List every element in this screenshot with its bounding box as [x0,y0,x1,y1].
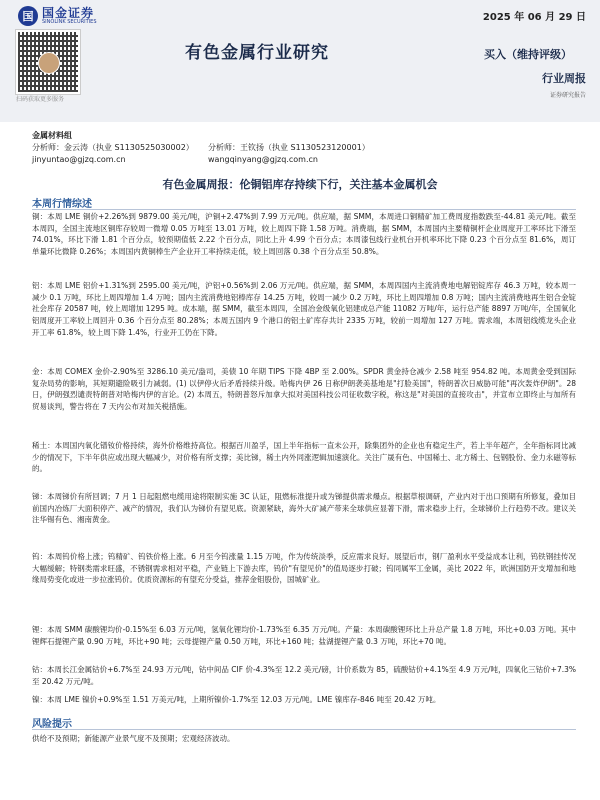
report-date: 2025 年 06 月 29 日 [482,12,586,23]
paragraph-risk: 供给不及预期；新能源产业景气度不及预期；宏观经济波动。 [32,734,235,743]
rating-badge: 买入（维持评级） [484,48,572,61]
section-title-weekly: 本周行情综述 [32,199,92,210]
analyst-2: 分析师：王钦扬（执业 S1130523120001） [208,143,370,152]
logo-mark-icon: 国 [18,6,38,26]
industry-group: 金属材料组 [32,131,72,140]
section-title-risk: 风险提示 [32,719,72,730]
logo-name: 国金证券 [42,6,95,20]
report-header [0,0,600,122]
analyst-2-email[interactable]: wangqinyang@gjzq.com.cn [208,155,318,164]
section-divider [32,729,576,730]
report-type: 行业周报 [542,72,586,85]
avatar [38,52,60,74]
report-subtype: 证券研究报告 [549,92,586,99]
page-title: 有色金属行业研究 [185,43,329,63]
paragraph-cobalt: 钴：本周长江金属钴价+6.7%至 24.93 万元/吨，钴中间品 CIF 价-4.3%至 12.2 美元/磅，计价系数为 85，硫酸钴价+4.1%至 4.9 万元/吨，四氧化三钴价+7.3%至 20.42 万元/吨。 [32,665,576,686]
logo [18,6,97,26]
paragraph-lithium: 锂：本周 SMM 碳酸锂均价-0.15%至 6.03 万元/吨，氢氧化锂均价-1.73%至 6.35 万元/吨。产量：本周碳酸锂环比上升总产量 1.8 万吨，环比+0.03 万吨。其中锂辉石提锂产量 0.90 万吨，环比+90 吨；云母提锂产量 0.50 万吨，环比+160 吨；盐湖提锂产量 0.3 万吨，环比+70 吨。 [32,625,576,646]
analyst-1-email[interactable]: jinyuntao@gjzq.com.cn [32,155,126,164]
paragraph-rare-earth: 稀土：本周国内氧化镨钕价格持续，海外价格维持高位。根据百川盈孚，国上半年指标一直未公开，除集团外的企业也有稳定生产，若上半年超产，全年指标同比减少的情况下，下半年供应或出现大幅减少，对价格有所支撑；美比锑，稀土内外同涨逻辑加速演化。关注广晟有色、中国稀土、北方稀土、包钢股份、金力永磁等标的。 [32,441,576,474]
paragraph-gold: 金：本周 COMEX 金价-2.90%至 3286.10 美元/盎司，美债 10 年期 TIPS 下降 4BP 至 2.00%。SPDR 黄金持仓减少 2.58 吨至 954.82 吨。本周黄金受到国际复杂局势的影响，其短期避险吸引力减弱。(1) 以伊停火后矛盾持续升级。哈梅内伊 26 日称伊朗袭美基地是"打脸美国"，特朗普次日威胁可能"再次轰炸伊朗"。28 日，伊朗强烈谴责特朗普对哈梅内伊的言论。(2) 本周五，特朗普怒斥加拿大拟对美国科技公司征收数字税，称这是"对美国的直接攻击"，并宣布立即终止与加所有贸易谈判，警告将在 7 天内公布对加关税措施。 [32,367,576,412]
paragraph-copper: 铜：本周 LME 铜价+2.26%到 9879.00 美元/吨，沪铜+2.47%到 7.99 万元/吨。供应端，据 SMM，本周进口铜精矿加工费周度指数跌至-44.81 美元/吨。截至本周四，全国主流地区铜库存较周一微增 0.05 万吨至 13.01 万吨，较上周四下降 1.58 万吨。消费端，据 SMM，本周国内主要精铜杆企业周度开工率环比下滑至 74.01%，环比下滑 1.81 个百分点，较预期值低 2.22 个百分点，同比上升 4.99 个百分点；本周漆包线行业机台开机率环比下降 0.23 个百分点至 81.6%，周订单量环比微降 0.26%；本周国内黄铜棒生产企业开工率持续走低，较上周回落 0.38 个百分点至 50.8%。 [32,212,576,257]
paragraph-nickel: 镍：本周 LME 镍价+0.9%至 1.51 万美元/吨，上期所镍价-1.7%至 12.03 万元/吨。LME 镍库存-846 吨至 20.42 万吨。 [32,695,441,704]
paragraph-tungsten: 钨：本周钨价格上涨；钨精矿、钨铁价格上涨。6 月至今钨涨量 1.15 万吨，作为传统淡季，反应需求良好。展望后市，钢厂盈利水平受益成本让利，钨铁钢挂传况大幅缓解；特钢类需求旺盛，不锈钢需求相对平稳，产业链上下游去库，钨价"有望见价"的值局逐步打破；钨同属军工金属，美比 2022 年，欧洲国防开支增加和地缘局势变化或进一步拉涨钨价。优质资源标的有望充分受益，推荐金钼股份，国城矿业。 [32,552,576,585]
paragraph-antimony: 锑：本周锑价有所回调；7 月 1 日起阻燃电缆用途将限制实施 3C 认证，阻燃标准提升或为锑提供需求爆点。根据草根调研，产业内对于出口预期有所修复，叠加目前国内冶炼厂大面积停产、减产的情况，我们认为锑价有望见底。资源紧缺，海外大矿减产带来全球供应显著下滑，需求稳步上行，全球锑价上行趋势不改。建议关注华锡有色、湘南黄金。 [32,492,576,525]
paragraph-aluminum: 铝：本周 LME 铝价+1.31%到 2595.00 美元/吨，沪铝+0.56%到 2.06 万元/吨。供应端，据 SMM，本周四国内主流消费地电解铝锭库存 46.3 万吨，较本周一减少 0.1 万吨，环比上周四增加 1.4 万吨；国内主流消费地铝棒库存 14.25 万吨，较周一减少 0.2 万吨，环比上周四增加 0.8 万吨；国内主流消费地再生铝合金锭社会库存 20587 吨，较上周增加 1295 吨。成本端，据 SMM，截至本周四，全国冶金级氧化铝建成总产能 11082 万吨/年，运行总产能 8897 万吨/年，全国氧化铝周度开工率较上周回升 0.36 个百分点至 80.28%；本周五国内 9 个港口的铝土矿库存共计 2335 万吨，较前一周增加 127 万吨。需求端，本周铝线缆龙头企业开工率 61.8%，较上周下降 1.4%，行业开工仍在下降。 [32,281,576,337]
qr-caption: 扫码获取更多服务 [16,96,65,103]
analyst-1: 分析师：金云涛（执业 S1130525030002） [32,143,194,152]
logo-english-name: SINOLINK SECURITIES [42,19,97,25]
document-title: 有色金属周报：伦铜铝库存持续下行，关注基本金属机会 [162,178,438,191]
section-divider [32,209,576,210]
qr-code-icon [16,30,80,94]
analyst-info [32,130,370,166]
